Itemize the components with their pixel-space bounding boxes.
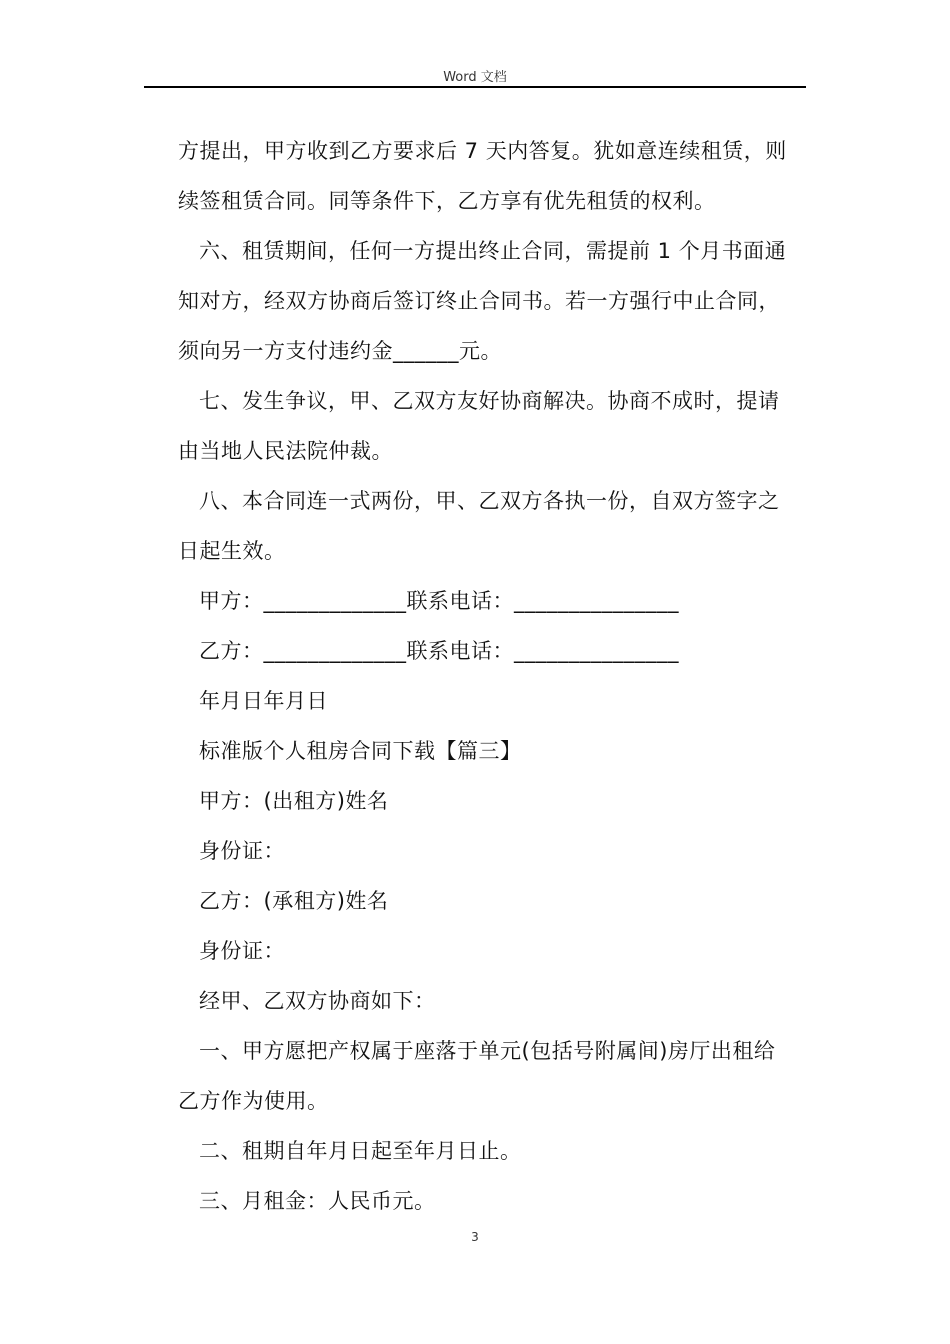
- text-line: 身份证：: [199, 839, 285, 863]
- text-line: 身份证：: [199, 939, 285, 963]
- text-line: 七、发生争议，甲、乙双方友好协商解决。协商不成时，提请: [199, 389, 780, 413]
- section-title: 标准版个人租房合同下载【篇三】: [199, 739, 522, 763]
- text-line: 日起生效。: [178, 539, 286, 563]
- date-line: 年月日年月日: [199, 689, 328, 713]
- text-line: 乙方：(承租方)姓名: [199, 889, 389, 913]
- header-divider: [144, 86, 806, 88]
- page-number: 3: [471, 1230, 479, 1244]
- text-line: 续签租赁合同。同等条件下，乙方享有优先租赁的权利。: [178, 189, 716, 213]
- text-line: 六、租赁期间，任何一方提出终止合同，需提前 1 个月书面通: [199, 239, 787, 263]
- text-line: 八、本合同连一式两份，甲、乙双方各执一份，自双方签字之: [199, 489, 780, 513]
- text-line: 知对方，经双方协商后签订终止合同书。若一方强行中止合同，: [178, 289, 780, 313]
- signature-line-party-b: 乙方：_____________联系电话：_______________: [199, 639, 679, 663]
- page-header: Word 文档: [443, 70, 507, 85]
- text-line: 乙方作为使用。: [178, 1089, 329, 1113]
- text-line: 方提出，甲方收到乙方要求后 7 天内答复。犹如意连续租赁，则: [178, 139, 787, 163]
- text-line: 须向另一方支付违约金______元。: [178, 339, 502, 363]
- text-line: 经甲、乙双方协商如下：: [199, 989, 436, 1013]
- text-line: 甲方：(出租方)姓名: [199, 789, 389, 813]
- text-line: 由当地人民法院仲裁。: [178, 439, 393, 463]
- signature-line-party-a: 甲方：_____________联系电话：_______________: [199, 589, 679, 613]
- document-body: [178, 126, 804, 1226]
- text-line: 二、租期自年月日起至年月日止。: [199, 1139, 522, 1163]
- text-line: 三、月租金：人民币元。: [199, 1189, 436, 1213]
- text-line: 一、甲方愿把产权属于座落于单元(包括号附属间)房厅出租给: [199, 1039, 776, 1063]
